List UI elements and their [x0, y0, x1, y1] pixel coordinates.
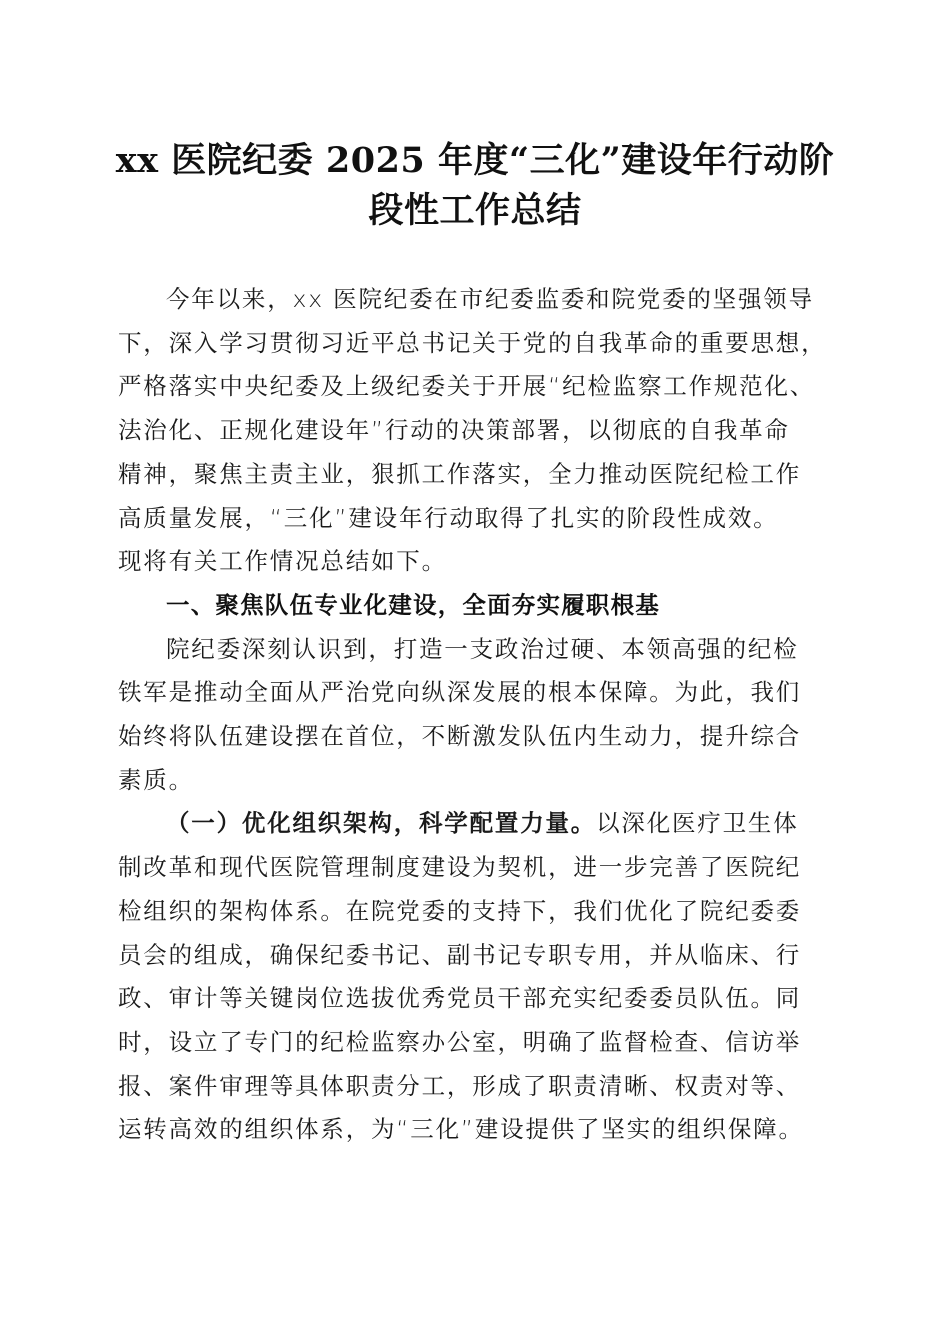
paragraph-line: 制改革和现代医院管理制度建设为契机，进一步完善了医院纪: [118, 853, 802, 882]
document-body: [118, 278, 838, 1152]
paragraph-line: 铁军是推动全面从严治党向纵深发展的根本保障。为此，我们: [118, 678, 802, 707]
paragraph-line: 精神，聚焦主责主业，狠抓工作落实，全力推动医院纪检工作: [118, 459, 802, 488]
document-title: [80, 136, 870, 236]
paragraph-line: 下，深入学习贯彻习近平总书记关于党的自我革命的重要思想，: [118, 328, 827, 357]
section-heading-1: 一、聚焦队伍专业化建设，全面夯实履职根基: [166, 590, 660, 619]
subsection-first-line: [118, 802, 838, 846]
subsection-1-paragraph: [118, 802, 838, 1152]
paragraph-line: 高质量发展，“三化”建设年行动取得了扎实的阶段性成效。: [118, 503, 779, 532]
section-1-paragraph: [118, 628, 838, 803]
paragraph-line: 始终将队伍建设摆在首位，不断激发队伍内生动力，提升综合: [118, 722, 802, 751]
paragraph-line: 检组织的架构体系。在院党委的支持下，我们优化了院纪委委: [118, 896, 802, 925]
title-line-2: 段性工作总结: [368, 190, 582, 231]
paragraph-line: 员会的组成，确保纪委书记、副书记专职专用，并从临床、行: [118, 940, 802, 969]
paragraph-line: 今年以来，xx 医院纪委在市纪委监委和院党委的坚强领导: [166, 285, 814, 313]
paragraph-line: 严格落实中央纪委及上级纪委关于开展“纪检监察工作规范化、: [118, 372, 816, 401]
paragraph-line: 政、审计等关键岗位选拔优秀党员干部充实纪委委员队伍。同: [118, 984, 802, 1013]
paragraph-line: 运转高效的组织体系，为“三化”建设提供了坚实的组织保障。: [118, 1115, 804, 1144]
subsection-first-line-rest: 以深化医疗卫生体: [596, 809, 799, 838]
paragraph-line: 时，设立了专门的纪检监察办公室，明确了监督检查、信访举: [118, 1027, 802, 1056]
paragraph-line: 法治化、正规化建设年”行动的决策部署，以彻底的自我革命: [118, 416, 790, 445]
paragraph-line: 院纪委深刻认识到，打造一支政治过硬、本领高强的纪检: [166, 634, 799, 663]
title-line-1: xx 医院纪委 2025 年度“三化”建设年行动阶: [115, 140, 835, 181]
paragraph-line: 现将有关工作情况总结如下。: [118, 547, 447, 576]
intro-paragraph: [118, 278, 838, 584]
paragraph-line: 素质。: [118, 765, 194, 794]
subsection-lead-heading: （一）优化组织架构，科学配置力量。: [166, 809, 597, 838]
paragraph-line: 报、案件审理等具体职责分工，形成了职责清晰、权责对等、: [118, 1071, 802, 1100]
